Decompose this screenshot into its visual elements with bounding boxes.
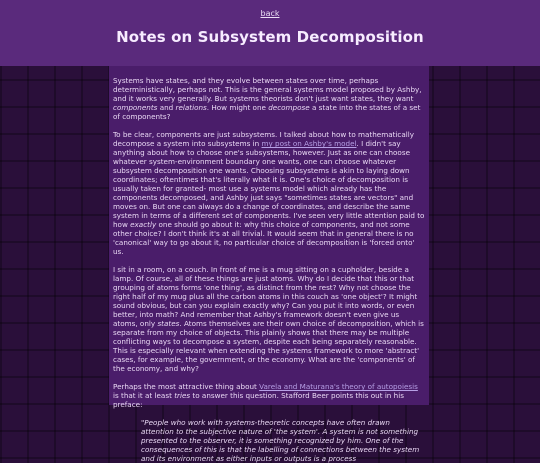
text: . How might one (206, 103, 269, 112)
paragraph-2 (113, 130, 425, 256)
text: Systems have states, and they evolve between states over time, perhaps deterministically, perhaps not. This is the general systems model proposed by Ashby, and it works very generally. But systems theorists don't just want states, they want (113, 76, 422, 103)
paragraph-4 (113, 382, 425, 409)
text: Perhaps the most attractive thing about (113, 382, 260, 391)
article-body (109, 66, 429, 463)
blockquote: "People who work with systems-theoretic concepts have often drawn attention to the subjective nature of 'the system'. A system is not something presented to the observer, it is something recognized by him. One of the consequences of this is that the labelling of connections between the system and its environment as either inputs or outputs is a process (141, 418, 420, 463)
text: . I didn't say anything about how to choose one's subsystems, however. Just as one can choose whatever system-environment boundary one wants, one can choose whatever subsystem decomposition one wants. Choosing subsystems is akin to laying down coordinates; oftentimes that's literally what it is. One's choice of decomposition is usually taken for granted- most use a systems model which already has the components decomposed, and Ashby just says "sometimes states are vectors" and moves on. But one can always do a change of coordinates, and describe the same system in terms of a different set of components. I've seen very little attention paid to how (113, 139, 425, 229)
emphasis: tries (174, 391, 191, 400)
emphasis: states (157, 319, 180, 328)
paragraph-1 (113, 76, 425, 121)
emphasis: decompose (268, 103, 310, 112)
text: a state into the states of a set of components? (113, 103, 421, 121)
text: To be clear, components are just subsystems. I talked about how to mathematically decompose a system into subsystems in (113, 130, 415, 148)
text: and (157, 103, 176, 112)
emphasis: components (113, 103, 158, 112)
paragraph-3 (113, 265, 425, 373)
emphasis: exactly (130, 220, 157, 229)
ashby-model-link[interactable]: my post on Ashby's model (261, 139, 357, 148)
header-bar (0, 0, 540, 66)
emphasis: relations (175, 103, 207, 112)
text: to answer this question. Stafford Beer points this out in his preface: (113, 391, 404, 409)
autopoiesis-link[interactable]: Varela and Maturana's theory of autopoiesis (259, 382, 418, 391)
text: . Atoms themselves are their own choice of decomposition, which is separate from my choice of objects. This plainly shows that there may be multiple conflicting ways to decompose a system, despite each being separately reasonable. This is especially relevant when extending the systems framework to more 'abstract' cases, for example, the government, or the economy. What are the 'components' of the economy, and why? (113, 319, 424, 373)
text: one should go about it: why this choice of components, and not some other choice? I don't think it's at all trivial. It would seem that in general there is no 'canonical' way to go about it, no particular choice of decomposition is 'forced onto' us. (113, 220, 415, 256)
page-title: Notes on Subsystem Decomposition (116, 28, 424, 46)
back-link[interactable]: back (260, 9, 280, 18)
text: I sit in a room, on a couch. In front of me is a mug sitting on a cupholder, beside a lamp. Of course, all of these things are just atoms. Why do I decide that this or that grouping of atoms forms 'one thing', as distinct from the rest? Why not choose the right half of my mug plus all the carbon atoms in this couch as 'one object'? It might sound obvious, but can you explain exactly why? Can you put it into words, or even better, into math? And remember that Ashby's framework doesn't even give us atoms, only (113, 265, 418, 328)
text: is that it at least (113, 391, 175, 400)
